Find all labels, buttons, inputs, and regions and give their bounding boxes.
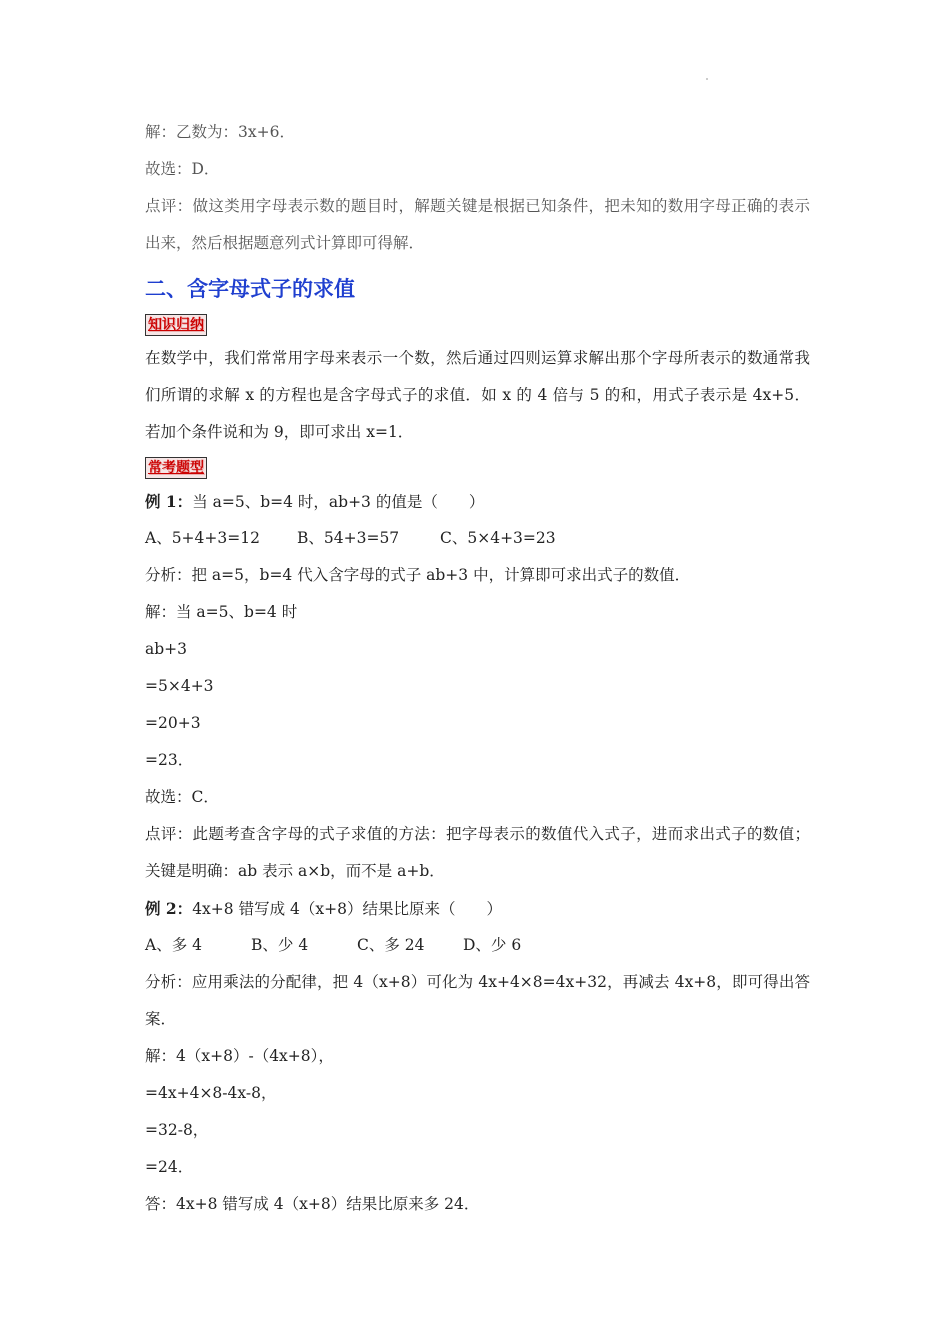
document-page — [145, 114, 810, 1223]
part1-comment: 点评：做这类用字母表示数的题目时，解题关键是根据已知条件，把未知的数用字母正确的表示出来，然后根据题意列式计算即可得解． — [145, 197, 810, 252]
example1-answer: 故选：C． — [145, 788, 219, 806]
example2-options — [145, 927, 810, 964]
example1-question — [145, 483, 810, 520]
header-dot — [706, 78, 708, 80]
example2-label: 例 2： — [145, 899, 193, 918]
section-heading: 二、含字母式子的求值 — [145, 277, 355, 301]
example2-option-c: C、多 24 — [357, 936, 425, 954]
knowledge-tag: 知识归纳 — [145, 314, 207, 336]
example2-solution-line: 解：4（x+8）-（4x+8）， — [145, 1047, 334, 1065]
example2-solution-line: =24． — [145, 1158, 194, 1176]
example2-question — [145, 890, 810, 927]
example1-analysis: 分析：把 a=5，b=4 代入含字母的式子 ab+3 中，计算即可求出式子的数值． — [145, 566, 691, 584]
example1-solution-line: ab+3 — [145, 640, 188, 658]
example2-analysis: 分析：应用乘法的分配律，把 4（x+8）可化为 4x+4×8=4x+32，再减去 4x+8，即可得出答案． — [145, 973, 810, 1028]
example2-solution-line: =32-8， — [145, 1121, 209, 1139]
knowledge-tag-row — [145, 310, 810, 340]
example2-text: 4x+8 错写成 4（x+8）结果比原来（ ） — [192, 900, 502, 918]
example2-option-b: B、少 4 — [251, 936, 309, 954]
example1-option-b: B、54+3=57 — [297, 529, 400, 547]
example1-comment: 点评：此题考查含字母的式子求值的方法：把字母表示的数值代入式子，进而求出式子的数值；关键是明确：ab 表示 a×b，而不是 a+b． — [145, 825, 810, 880]
common-tag-row — [145, 453, 810, 483]
common-tag: 常考题型 — [145, 457, 207, 479]
example2-option-d: D、少 6 — [463, 936, 522, 954]
example1-options — [145, 520, 810, 557]
example2-solution-line: =4x+4×8-4x-8， — [145, 1084, 277, 1102]
part1-solution: 解：乙数为：3x+6． — [145, 123, 295, 141]
example1-option-c: C、5×4+3=23 — [440, 529, 556, 547]
example2-option-a: A、多 4 — [145, 936, 202, 954]
example1-text: 当 a=5、b=4 时，ab+3 的值是（ ） — [192, 493, 485, 511]
example1-solution-line: =5×4+3 — [145, 677, 214, 695]
example2-answer: 答：4x+8 错写成 4（x+8）结果比原来多 24． — [145, 1195, 480, 1213]
knowledge-paragraph: 在数学中，我们常常用字母来表示一个数，然后通过四则运算求解出那个字母所表示的数通常我们所谓的求解 x 的方程也是含字母式子的求值．如 x 的 4 倍与 5 的和，用式子表示是 4x+5．若加个条件说和为 9，即可求出 x=1． — [145, 349, 810, 441]
example1-label: 例 1： — [145, 492, 193, 511]
example1-option-a: A、5+4+3=12 — [145, 529, 260, 547]
example1-solution-line: =23． — [145, 751, 194, 769]
part1-answer: 故选：D． — [145, 160, 220, 178]
example1-solution-line: 解：当 a=5、b=4 时 — [145, 603, 298, 621]
example1-solution-line: =20+3 — [145, 714, 201, 732]
